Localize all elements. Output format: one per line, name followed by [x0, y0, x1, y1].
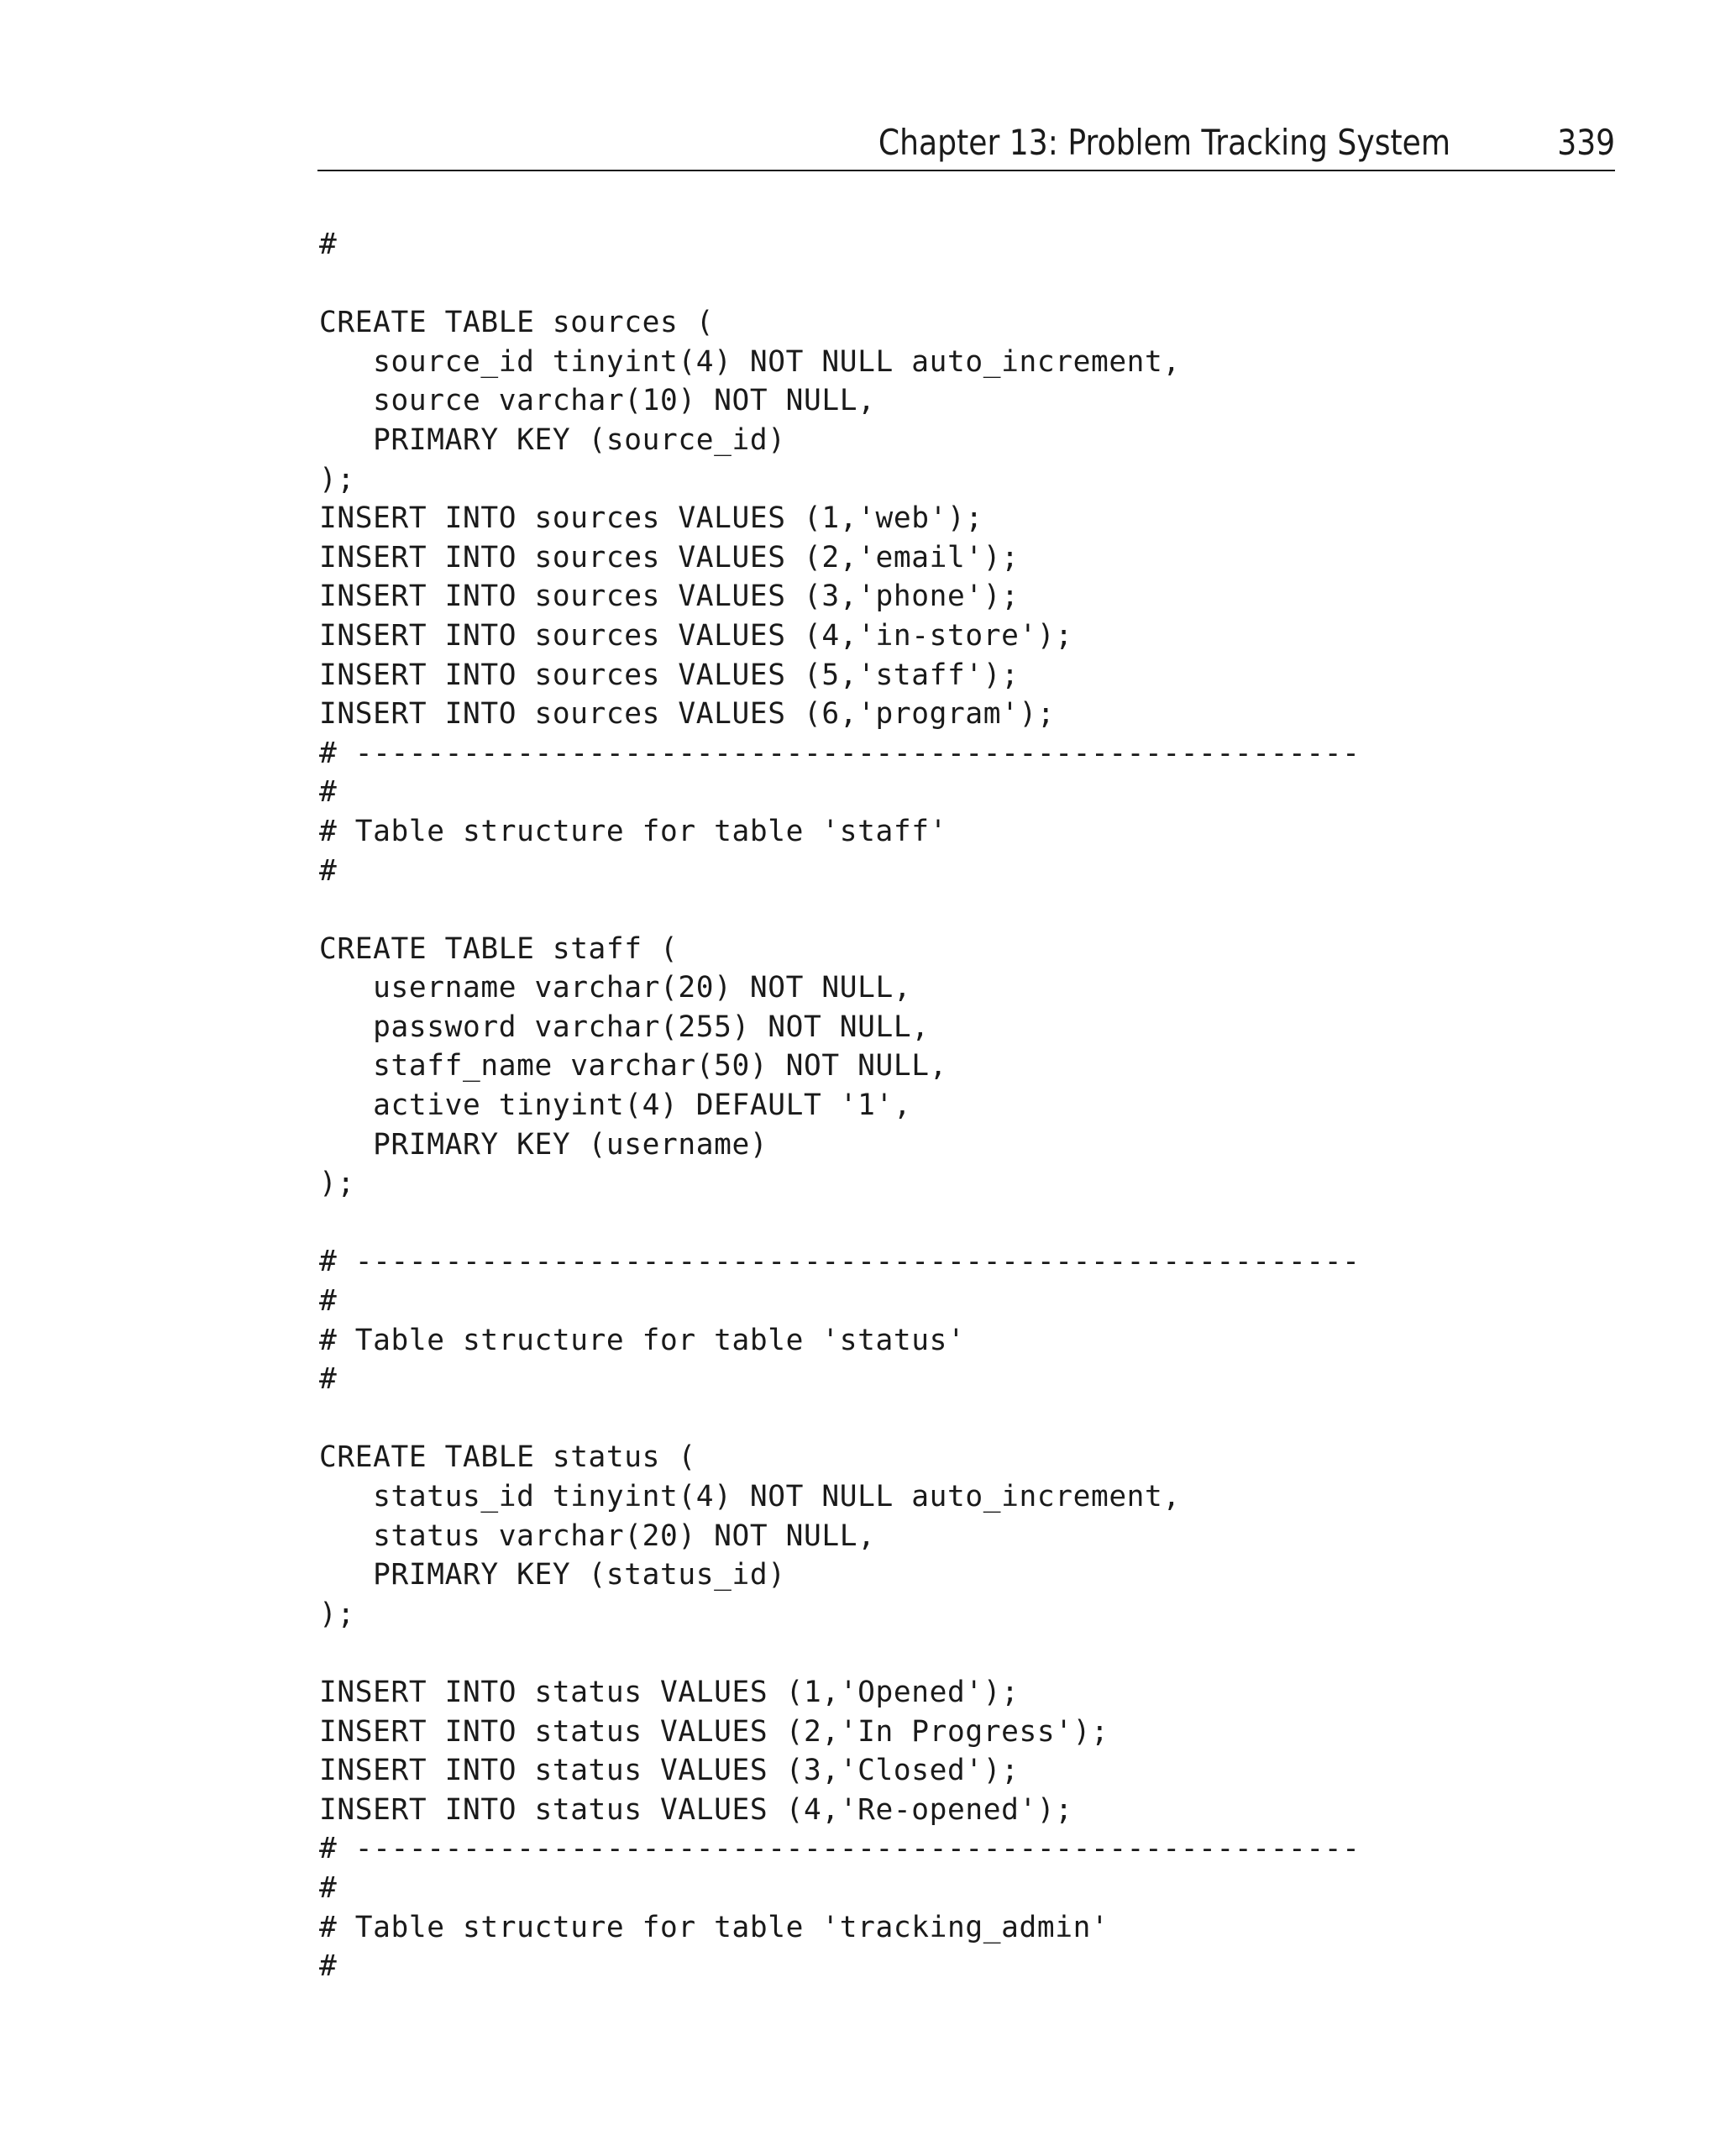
code-line: status_id tinyint(4) NOT NULL auto_increment,: [319, 1480, 1181, 1513]
code-line: INSERT INTO status VALUES (2,'In Progress');: [319, 1714, 1109, 1749]
code-line: );: [319, 1167, 355, 1201]
code-line: CREATE TABLE status (: [319, 1440, 696, 1475]
code-line: # --------------------------------------------------------: [319, 736, 1361, 770]
code-line: # Table structure for table 'tracking_admin': [319, 1910, 1109, 1944]
code-line: #: [319, 775, 338, 810]
code-line: [319, 265, 1629, 304]
code-line: PRIMARY KEY (source_id): [319, 422, 786, 457]
code-line: [319, 1634, 1629, 1673]
code-line: username varchar(20) NOT NULL,: [319, 971, 912, 1005]
code-line: source_id tinyint(4) NOT NULL auto_increment,: [319, 344, 1181, 379]
code-listing: [319, 225, 1629, 1986]
code-line: [319, 1204, 1629, 1243]
code-line: PRIMARY KEY (username): [319, 1127, 768, 1162]
code-line: #: [319, 1870, 338, 1905]
code-line: PRIMARY KEY (status_id): [319, 1558, 786, 1592]
chapter-title: Chapter 13: Problem Tracking System: [878, 122, 1450, 163]
code-line: #: [319, 1284, 338, 1319]
code-line: # --------------------------------------------------------: [319, 1832, 1361, 1866]
code-line: [319, 890, 1629, 930]
code-line: #: [319, 1949, 338, 1984]
code-line: staff_name varchar(50) NOT NULL,: [319, 1049, 947, 1083]
code-line: active tinyint(4) DEFAULT '1',: [319, 1088, 912, 1123]
code-line: status varchar(20) NOT NULL,: [319, 1519, 876, 1553]
code-line: #: [319, 853, 338, 888]
code-line: INSERT INTO sources VALUES (4,'in-store');: [319, 618, 1073, 653]
running-head: [317, 116, 1615, 171]
code-line: INSERT INTO sources VALUES (3,'phone');: [319, 580, 1020, 614]
code-line: password varchar(255) NOT NULL,: [319, 1010, 930, 1044]
code-line: );: [319, 462, 355, 496]
code-line: INSERT INTO status VALUES (1,'Opened');: [319, 1675, 1020, 1709]
code-line: # Table structure for table 'status': [319, 1323, 966, 1357]
code-line: # --------------------------------------------------------: [319, 1245, 1361, 1279]
code-line: source varchar(10) NOT NULL,: [319, 384, 876, 418]
code-line: CREATE TABLE staff (: [319, 931, 679, 966]
code-line: #: [319, 228, 338, 261]
code-line: INSERT INTO status VALUES (3,'Closed');: [319, 1754, 1020, 1788]
code-line: );: [319, 1597, 355, 1631]
code-line: INSERT INTO status VALUES (4,'Re-opened');: [319, 1792, 1073, 1827]
code-line: [319, 1399, 1629, 1439]
code-line: INSERT INTO sources VALUES (1,'web');: [319, 501, 983, 536]
code-line: #: [319, 1362, 338, 1397]
code-line: INSERT INTO sources VALUES (6,'program');: [319, 697, 1056, 732]
code-line: CREATE TABLE sources (: [319, 306, 715, 340]
code-line: # Table structure for table 'staff': [319, 814, 947, 848]
code-line: INSERT INTO sources VALUES (5,'staff');: [319, 658, 1020, 692]
page-number: 339: [1557, 122, 1615, 163]
code-line: INSERT INTO sources VALUES (2,'email');: [319, 540, 1020, 574]
